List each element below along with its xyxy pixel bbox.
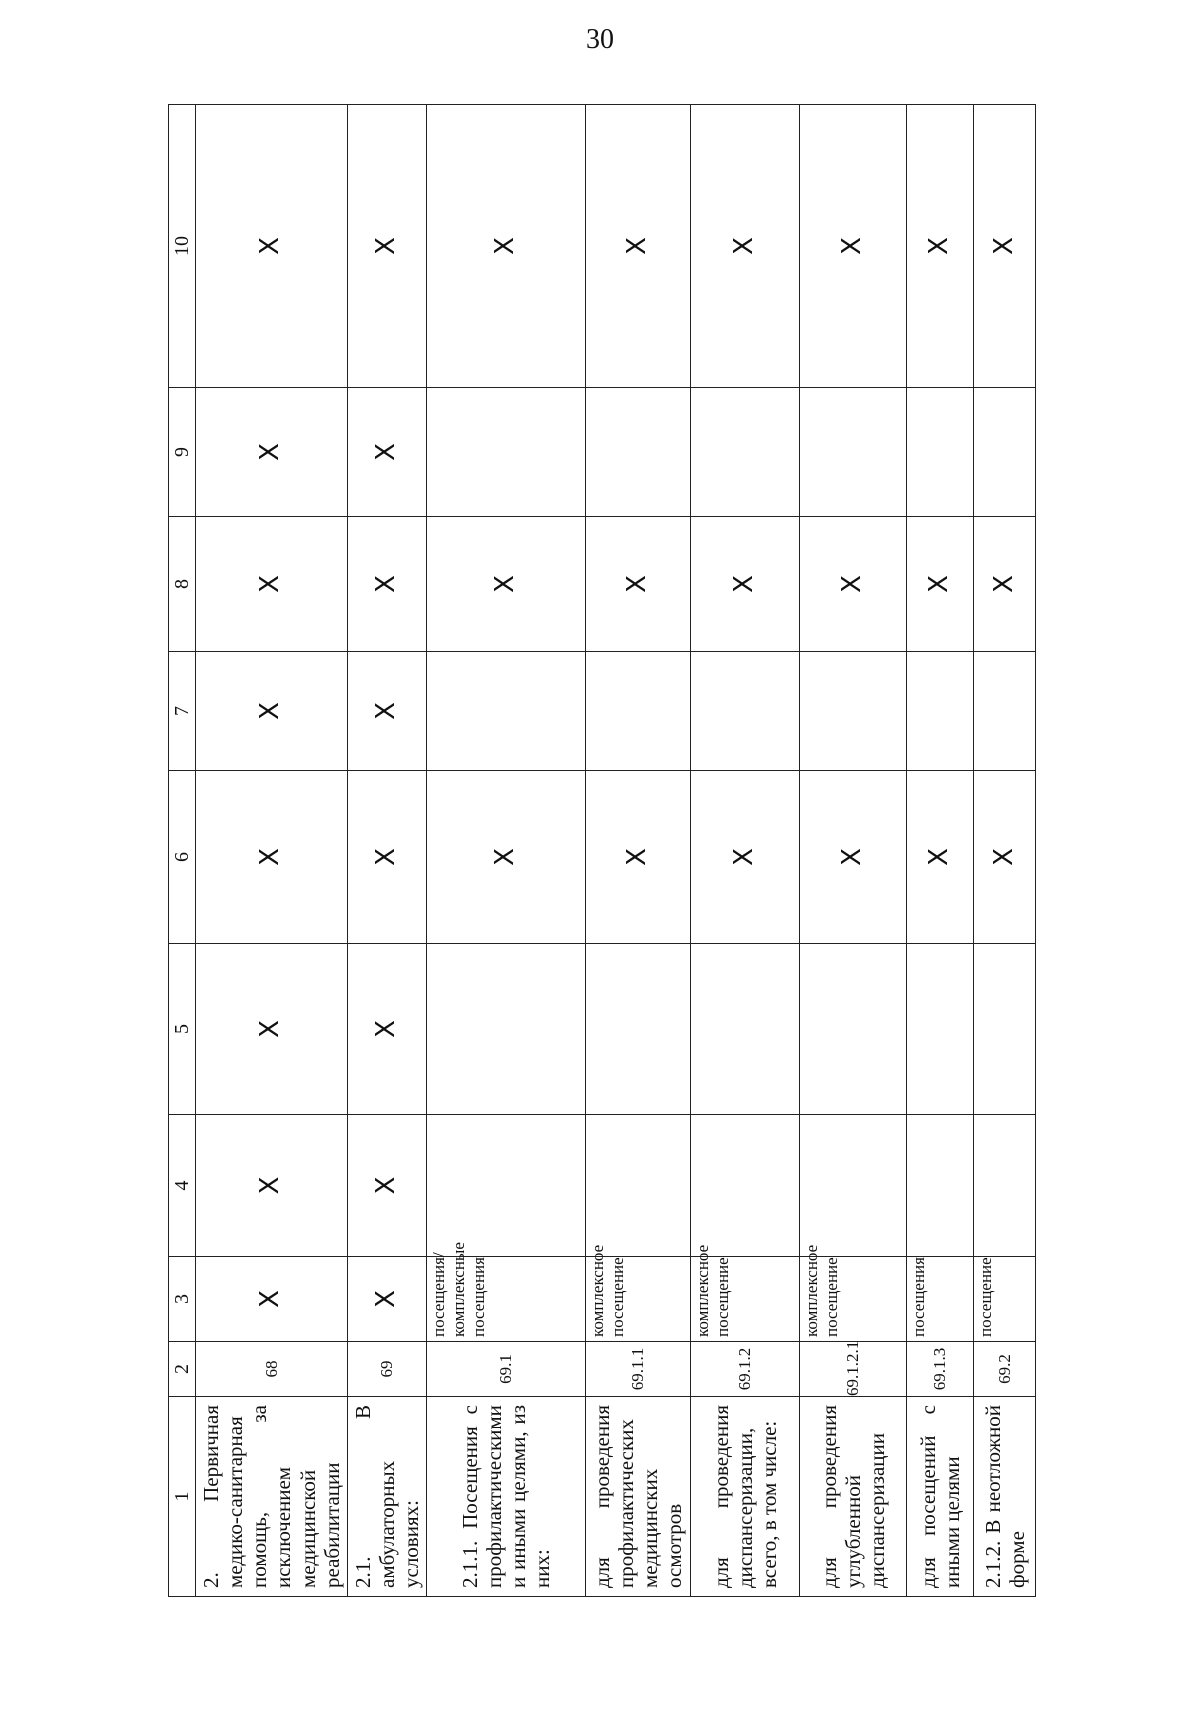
value-cell: X — [974, 771, 1036, 944]
value-cell: X — [586, 771, 691, 944]
value-cell — [427, 944, 586, 1115]
row-code: 68 — [196, 1342, 348, 1397]
row-unit: комплексное посещение — [586, 1257, 691, 1342]
value-cell: X — [800, 771, 907, 944]
row-unit: комплексное посещение — [691, 1257, 800, 1342]
value-cell: X — [347, 105, 426, 388]
header-row — [169, 105, 196, 1597]
value-cell: X — [196, 517, 348, 652]
row-name: для посещений с иными целями — [907, 1397, 974, 1597]
value-cell — [974, 388, 1036, 517]
value-cell: X — [196, 105, 348, 388]
header-cell: 9 — [169, 388, 196, 517]
value-cell: X — [347, 517, 426, 652]
header-cell: 10 — [169, 105, 196, 388]
table-row — [691, 105, 800, 1597]
value-cell — [907, 652, 974, 771]
table-row — [974, 105, 1036, 1597]
value-cell: X — [427, 771, 586, 944]
table-row — [907, 105, 974, 1597]
value-cell: X — [907, 105, 974, 388]
value-cell: X — [586, 105, 691, 388]
value-cell: X — [196, 388, 348, 517]
value-cell: X — [691, 771, 800, 944]
value-cell: X — [974, 517, 1036, 652]
row-unit: посещение — [974, 1257, 1036, 1342]
row-code: 69.1.2.1 — [800, 1342, 907, 1397]
value-cell — [586, 652, 691, 771]
value-cell: X — [800, 105, 907, 388]
header-cell: 8 — [169, 517, 196, 652]
rotated-table-container — [168, 105, 1029, 1597]
value-cell: X — [907, 517, 974, 652]
row-name: для проведения профилактических медицинских осмотров — [586, 1397, 691, 1597]
header-cell: 7 — [169, 652, 196, 771]
value-cell — [691, 388, 800, 517]
value-cell: X — [196, 771, 348, 944]
value-cell: X — [974, 105, 1036, 388]
page-number: 30 — [586, 24, 614, 55]
row-unit: X — [196, 1257, 348, 1342]
value-cell: X — [196, 1115, 348, 1257]
row-code: 69 — [347, 1342, 426, 1397]
row-code: 69.1.1 — [586, 1342, 691, 1397]
row-unit: комплексное посещение — [800, 1257, 907, 1342]
value-cell — [691, 944, 800, 1115]
value-cell — [586, 388, 691, 517]
value-cell — [800, 652, 907, 771]
header-cell: 3 — [169, 1257, 196, 1342]
header-cell: 2 — [169, 1342, 196, 1397]
header-cell: 5 — [169, 944, 196, 1115]
value-cell: X — [427, 105, 586, 388]
row-code: 69.1 — [427, 1342, 586, 1397]
value-cell: X — [347, 1115, 426, 1257]
row-name: для проведения диспансеризации, всего, в том числе: — [691, 1397, 800, 1597]
value-cell — [586, 1115, 691, 1257]
value-cell: X — [347, 771, 426, 944]
table-row — [800, 105, 907, 1597]
value-cell: X — [196, 652, 348, 771]
value-cell — [974, 652, 1036, 771]
value-cell: X — [586, 517, 691, 652]
row-name: 2.1.1. Посещения с профилактическими и иными целями, из них: — [427, 1397, 586, 1597]
value-cell — [691, 652, 800, 771]
value-cell — [974, 944, 1036, 1115]
row-code: 69.1.3 — [907, 1342, 974, 1397]
table-row — [586, 105, 691, 1597]
value-cell — [427, 1115, 586, 1257]
table-row — [347, 105, 426, 1597]
value-cell: X — [800, 517, 907, 652]
header-cell: 6 — [169, 771, 196, 944]
row-code: 69.1.2 — [691, 1342, 800, 1397]
table-row — [427, 105, 586, 1597]
value-cell — [427, 388, 586, 517]
value-cell — [974, 1115, 1036, 1257]
value-cell — [907, 388, 974, 517]
row-unit: посещения — [907, 1257, 974, 1342]
row-name: 2.1.2. В неотложной форме — [974, 1397, 1036, 1597]
value-cell — [907, 944, 974, 1115]
row-code: 69.2 — [974, 1342, 1036, 1397]
value-cell: X — [691, 517, 800, 652]
row-unit: посещения/ комплексные посещения — [427, 1257, 586, 1342]
value-cell: X — [196, 944, 348, 1115]
row-name: 2.1. В амбулаторных условиях: — [347, 1397, 426, 1597]
row-name: 2. Первичная медико-санитарная помощь, за исключением медицинской реабилитации — [196, 1397, 348, 1597]
value-cell — [907, 1115, 974, 1257]
header-cell: 4 — [169, 1115, 196, 1257]
data-table — [168, 104, 1036, 1597]
value-cell — [800, 1115, 907, 1257]
value-cell: X — [347, 944, 426, 1115]
value-cell — [691, 1115, 800, 1257]
value-cell: X — [907, 771, 974, 944]
value-cell — [427, 652, 586, 771]
value-cell — [800, 388, 907, 517]
value-cell — [800, 944, 907, 1115]
value-cell: X — [347, 652, 426, 771]
row-name: для проведения углубленной диспансеризации — [800, 1397, 907, 1597]
table-row — [196, 105, 348, 1597]
value-cell: X — [347, 388, 426, 517]
row-unit: X — [347, 1257, 426, 1342]
value-cell — [586, 944, 691, 1115]
value-cell: X — [691, 105, 800, 388]
header-cell: 1 — [169, 1397, 196, 1597]
value-cell: X — [427, 517, 586, 652]
